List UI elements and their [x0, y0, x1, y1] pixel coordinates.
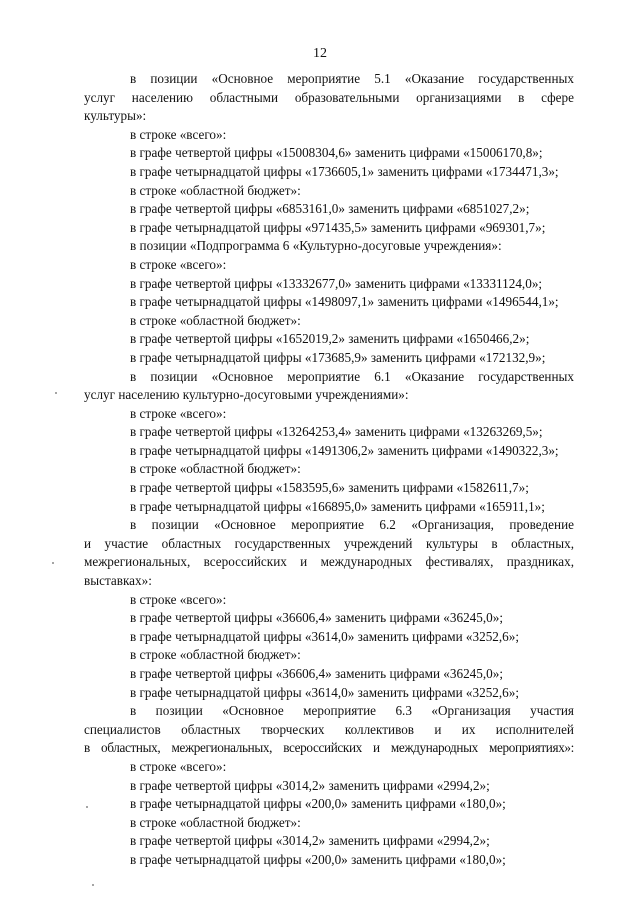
paragraph-line: в графе четырнадцатой цифры «173685,9» заменить цифрами «172132,9»;: [130, 349, 546, 365]
paragraph-line: в графе четвертой цифры «36606,4» заменить цифрами «36245,0»;: [130, 666, 504, 681]
paragraph-line: в строке «областной бюджет»:: [130, 312, 301, 328]
paragraph-line: в графе четвертой цифры «3014,2» заменить цифрами «2994,2»;: [130, 777, 490, 793]
scan-speck: [86, 806, 88, 808]
paragraph-line: в позиции «Основное мероприятие 5.1 «Оказание государственных: [130, 71, 574, 86]
paragraph-line: в графе четвертой цифры «1652019,2» заменить цифрами «1650466,2»;: [130, 331, 530, 347]
page-number: 12: [313, 46, 327, 61]
paragraph-line: в графе четырнадцатой цифры «1491306,2» заменить цифрами «1490322,3»;: [130, 442, 559, 458]
paragraph-line: услуг населению культурно-досуговыми учреждениями»:: [84, 387, 409, 403]
paragraph-line: в графе четвертой цифры «13264253,4» заменить цифрами «13263269,5»;: [130, 424, 543, 440]
paragraph-line: в графе четырнадцатой цифры «166895,0» заменить цифрами «165911,1»;: [130, 498, 545, 514]
paragraph-line: специалистов областных творческих коллективов и их исполнителей: [84, 721, 574, 737]
scan-speck: [52, 562, 54, 564]
paragraph-line: в графе четырнадцатой цифры «200,0» заменить цифрами «180,0»;: [130, 796, 506, 812]
paragraph-line: в графе четырнадцатой цифры «1736605,1» заменить цифрами «1734471,3»;: [130, 163, 559, 179]
paragraph-line: в строке «областной бюджет»:: [130, 647, 301, 663]
paragraph-line: в позиции «Основное мероприятие 6.2 «Организация, проведение: [130, 517, 574, 533]
paragraph-line: в графе четвертой цифры «3014,2» заменить цифрами «2994,2»;: [130, 833, 490, 849]
paragraph-line: в графе четырнадцатой цифры «200,0» заменить цифрами «180,0»;: [130, 851, 506, 867]
paragraph-line: в графе четырнадцатой цифры «3614,0» заменить цифрами «3252,6»;: [130, 684, 520, 700]
paragraph-line: в позиции «Основное мероприятие 6.1 «Оказание государственных: [130, 368, 574, 384]
paragraph-line: в позиции «Основное мероприятие 6.3 «Организация участия: [130, 703, 574, 719]
paragraph-line: услуг населению областными образовательными организациями в сфере: [84, 89, 574, 105]
paragraph-line: культуры»:: [84, 108, 147, 124]
paragraph-line: выставках»:: [84, 573, 152, 589]
paragraph-line: в графе четырнадцатой цифры «1498097,1» заменить цифрами «1496544,1»;: [130, 294, 559, 310]
document-body: [84, 70, 574, 870]
paragraph-line: в графе четвертой цифры «13332677,0» заменить цифрами «13331124,0»;: [130, 275, 543, 291]
paragraph-line: в областных, межрегиональных, всероссийских и международных мероприятиях»:: [84, 740, 574, 756]
paragraph-line: в строке «областной бюджет»:: [130, 814, 301, 830]
paragraph-line: межрегиональных, всероссийских и международных фестивалях, праздниках,: [84, 554, 574, 570]
paragraph-line: в графе четвертой цифры «1583595,6» заменить цифрами «1582611,7»;: [130, 480, 529, 496]
paragraph-line: в графе четырнадцатой цифры «3614,0» заменить цифрами «3252,6»;: [130, 628, 520, 644]
paragraph-line: в строке «всего»:: [130, 758, 227, 774]
paragraph-line: в строке «всего»:: [130, 126, 227, 142]
paragraph-line: в строке «областной бюджет»:: [130, 182, 301, 198]
scan-speck: [92, 884, 94, 886]
paragraph-line: в строке «всего»:: [130, 256, 227, 272]
paragraph-line: в графе четвертой цифры «15008304,6» заменить цифрами «15006170,8»;: [130, 145, 543, 161]
paragraph-line: в графе четвертой цифры «36606,4» заменить цифрами «36245,0»;: [130, 610, 504, 626]
paragraph-line: в строке «всего»:: [130, 591, 227, 607]
scan-speck: [55, 392, 57, 394]
paragraph-line: в строке «всего»:: [130, 405, 227, 421]
paragraph-line: и участие областных государственных учреждений культуры в областных,: [84, 535, 574, 551]
paragraph-line: в графе четырнадцатой цифры «971435,5» заменить цифрами «969301,7»;: [130, 219, 546, 235]
paragraph-line: в строке «областной бюджет»:: [130, 461, 301, 477]
paragraph-line: в графе четвертой цифры «6853161,0» заменить цифрами «6851027,2»;: [130, 201, 530, 217]
paragraph-line: в позиции «Подпрограмма 6 «Культурно-досуговые учреждения»:: [130, 238, 502, 254]
